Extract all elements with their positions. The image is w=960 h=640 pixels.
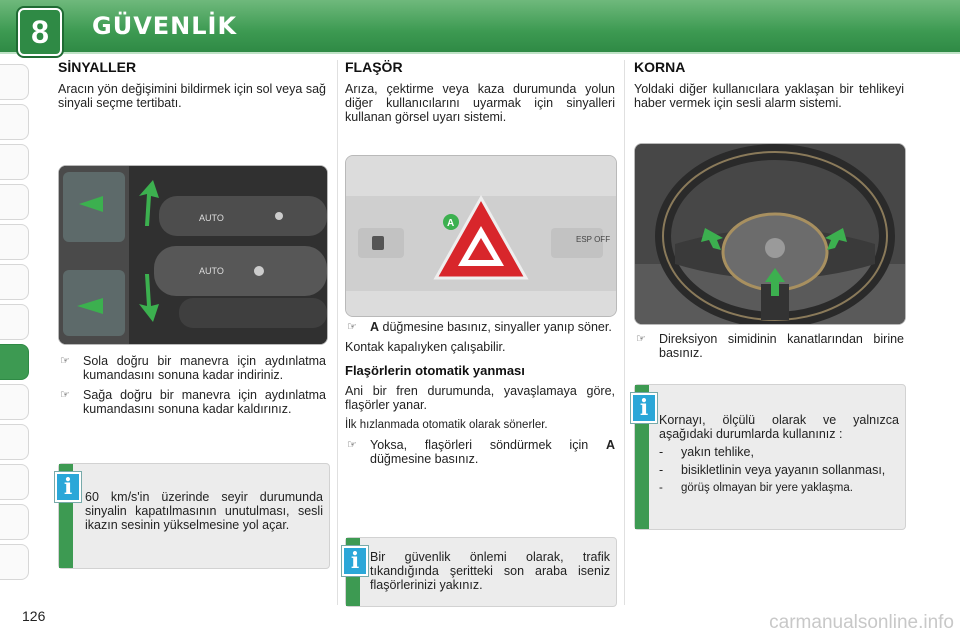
sinyaller-info-box [58, 463, 330, 569]
dash-mark: - [659, 463, 664, 477]
auto-heading: Flaşörlerin otomatik yanması [345, 363, 525, 378]
hand-pointer-icon: ☞ [636, 333, 646, 345]
bullet-item [634, 332, 904, 360]
info-icon: i [631, 393, 657, 423]
info-icon: i [55, 472, 81, 502]
stalk-auto-label: AUTO [199, 266, 224, 276]
sinyaller-section [58, 60, 326, 116]
dash-text: yakın tehlike, [681, 445, 754, 459]
dash-item [659, 463, 899, 477]
dash-text: bisikletlinin veya yayanın sollanması, [681, 463, 886, 477]
chapter-tab[interactable] [0, 144, 29, 180]
hazard-illustration [346, 156, 616, 316]
flasor-info-box [345, 537, 617, 607]
chapter-tab[interactable] [0, 304, 29, 340]
hand-pointer-icon: ☞ [347, 321, 357, 333]
korna-heading: KORNA [634, 59, 686, 75]
page-title: GÜVENLİK [92, 12, 238, 40]
korna-info-intro: Kornayı, ölçülü olarak ve yalnızca aşağıdaki durumlarda kullanınız : [659, 413, 899, 441]
bullet-text: Direksiyon simidinin kanatlarından birine basınız. [659, 332, 904, 360]
chapter-number-badge: 8 [18, 8, 62, 56]
chapter-tab[interactable] [0, 464, 29, 500]
button-letter: A [370, 320, 380, 334]
chapter-tab[interactable] [0, 64, 29, 100]
bullet-text: Yoksa, flaşörleri söndürmek için [370, 438, 606, 452]
hazard-button-photo [345, 155, 617, 317]
dash-text: görüş olmayan bir yere yaklaşma. [681, 482, 853, 494]
flasor-intro: Arıza, çektirme veya kaza durumunda yolun diğer kullanıcılarını uyarmak için sinyalleri kullanan görsel uyarı sistemi. [345, 82, 615, 124]
stalk-auto-label: AUTO [199, 213, 224, 223]
korna-info-content [659, 413, 899, 499]
flasor-details [345, 320, 615, 472]
korna-bullets [634, 332, 904, 366]
flasor-note: Kontak kapalıyken çalışabilir. [345, 340, 506, 354]
esp-off-label: ESP OFF [576, 235, 611, 244]
flasor-heading: FLAŞÖR [345, 59, 403, 75]
stalk-photo [58, 165, 328, 345]
chapter-tab-active[interactable] [0, 344, 29, 380]
sinyaller-heading: SİNYALLER [58, 59, 137, 75]
sinyaller-intro: Aracın yön değişimini bildirmek için sol veya sağ sinyali seçme tertibatı. [58, 82, 326, 110]
stalk-illustration [59, 166, 327, 344]
chapter-tab[interactable] [0, 224, 29, 260]
bullet-item [58, 354, 326, 382]
korna-intro: Yoldaki diğer kullanıcılara yaklaşan bir tehlikeyi haber vermek için sesli alarm sistemi. [634, 82, 904, 110]
chapter-tab[interactable] [0, 184, 29, 220]
info-icon: i [342, 546, 368, 576]
hand-pointer-icon: ☞ [60, 355, 70, 367]
hand-pointer-icon: ☞ [60, 389, 70, 401]
korna-info-box [634, 384, 906, 530]
callout-a-label: A [447, 218, 455, 229]
column-divider [337, 60, 338, 605]
steering-wheel-illustration [635, 144, 905, 324]
dash-mark: - [659, 482, 663, 494]
dash-item [659, 481, 899, 495]
chapter-tab[interactable] [0, 504, 29, 540]
bullet-item [345, 438, 615, 466]
chapter-tab[interactable] [0, 104, 29, 140]
bullet-text: düğmesine basınız, sinyaller yanıp söner. [379, 320, 612, 334]
korna-section [634, 60, 904, 116]
dash-item [659, 445, 899, 459]
dash-mark: - [659, 445, 664, 459]
auto-small-text: İlk hızlanmada otomatik olarak sönerler. [345, 419, 548, 431]
chapter-tab[interactable] [0, 264, 29, 300]
watermark: carmanualsonline.info [769, 612, 954, 633]
sinyaller-bullets [58, 354, 326, 422]
steering-wheel-photo [634, 143, 906, 325]
chapter-tab[interactable] [0, 424, 29, 460]
bullet-text: Sağa doğru bir manevra için aydınlatma kumandasını sonuna kadar kaldırınız. [83, 388, 326, 416]
bullet-text: düğmesine basınız. [370, 452, 479, 466]
flasor-section [345, 60, 615, 130]
hand-pointer-icon: ☞ [347, 439, 357, 451]
auto-text: Ani bir fren durumunda, yavaşlamaya göre, flaşörler yanar. [345, 384, 615, 412]
bullet-item [58, 388, 326, 416]
page-number: 126 [22, 608, 46, 624]
flasor-info-text: Bir güvenlik önlemi olarak, trafik tıkandığında şeritteki son araba iseniz flaşörlerinizi yakınız. [370, 550, 610, 592]
chapter-tabs [0, 64, 30, 584]
column-divider [624, 60, 625, 605]
button-letter: A [605, 438, 615, 452]
chapter-tab[interactable] [0, 544, 29, 580]
sinyaller-info-text: 60 km/s'in üzerinde seyir durumunda sinyalin kapatılmasının unutulması, sesli ikazın sesinin yükselmesine yol açar. [85, 490, 323, 532]
chapter-tab[interactable] [0, 384, 29, 420]
bullet-text: Sola doğru bir manevra için aydınlatma kumandasını sonuna kadar indiriniz. [83, 354, 326, 382]
bullet-item [345, 320, 615, 334]
header-underline [0, 52, 960, 54]
